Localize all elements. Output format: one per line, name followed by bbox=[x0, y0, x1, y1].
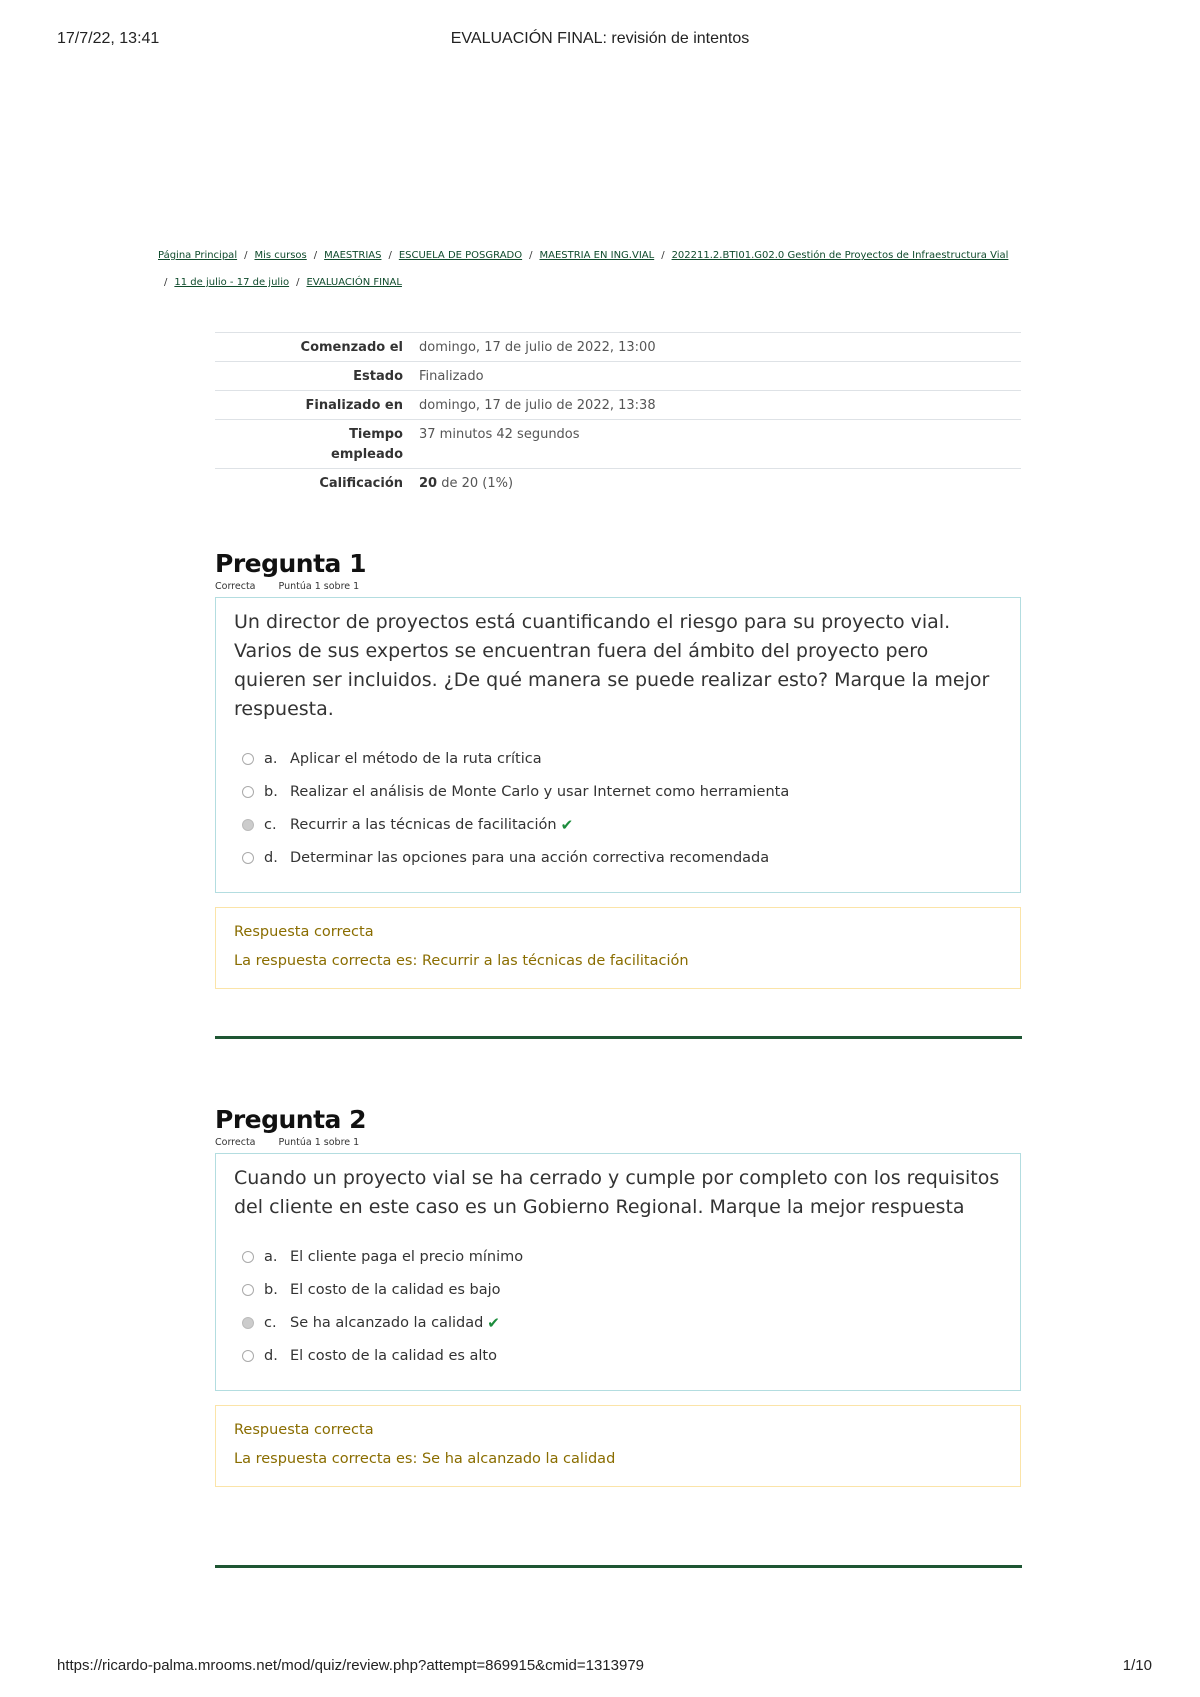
breadcrumb-separator: / bbox=[661, 250, 665, 261]
question-points: Puntúa 1 sobre 1 bbox=[278, 581, 360, 592]
feedback-text: La respuesta correcta es: Recurrir a las técnicas de facilitación bbox=[234, 953, 689, 969]
question-title: Pregunta 1 bbox=[215, 549, 367, 578]
option-text: Determinar las opciones para una acción correctiva recomendada bbox=[290, 849, 770, 866]
question-status: Correcta bbox=[215, 581, 256, 592]
summary-row-finished bbox=[215, 391, 1021, 420]
option-text: El cliente paga el precio mínimo bbox=[290, 1248, 524, 1265]
breadcrumb-maestria-ing-vial[interactable]: MAESTRIA EN ING.VIAL bbox=[539, 250, 655, 261]
summary-row-time bbox=[215, 420, 1021, 469]
grade-rest: de 20 (1%) bbox=[441, 476, 514, 491]
breadcrumb-home[interactable]: Página Principal bbox=[158, 250, 238, 261]
option-letter: b. bbox=[264, 1281, 278, 1298]
check-icon: ✔ bbox=[560, 815, 574, 834]
attempt-summary-table bbox=[215, 332, 1021, 497]
answer-option-a[interactable] bbox=[234, 1240, 1002, 1273]
question-title: Pregunta 2 bbox=[215, 1105, 367, 1134]
breadcrumb-separator: / bbox=[388, 250, 392, 261]
answer-option-d[interactable] bbox=[234, 1339, 1002, 1372]
summary-value: domingo, 17 de julio de 2022, 13:00 bbox=[411, 333, 1021, 362]
answer-option-d[interactable] bbox=[234, 841, 1002, 874]
summary-row-started bbox=[215, 333, 1021, 362]
print-datetime: 17/7/22, 13:41 bbox=[57, 30, 160, 47]
option-letter: d. bbox=[264, 849, 278, 866]
print-page-number: 1/10 bbox=[1122, 1657, 1152, 1674]
summary-label: Finalizado en bbox=[215, 391, 411, 420]
answer-option-b[interactable] bbox=[234, 775, 1002, 808]
question-status: Correcta bbox=[215, 1137, 256, 1148]
radio-button[interactable] bbox=[242, 852, 254, 864]
option-text: Realizar el análisis de Monte Carlo y usar Internet como herramienta bbox=[290, 783, 790, 800]
option-letter: a. bbox=[264, 750, 278, 767]
question-1 bbox=[215, 548, 1021, 989]
option-text: El costo de la calidad es alto bbox=[290, 1347, 497, 1364]
breadcrumb-course[interactable]: 202211.2.BTI01.G02.0 Gestión de Proyectos de Infraestructura Vial bbox=[671, 250, 1009, 261]
answer-option-b[interactable] bbox=[234, 1273, 1002, 1306]
feedback-text: La respuesta correcta es: Se ha alcanzado la calidad bbox=[234, 1451, 616, 1467]
breadcrumb-week[interactable]: 11 de julio - 17 de julio bbox=[174, 277, 290, 288]
question-points: Puntúa 1 sobre 1 bbox=[278, 1137, 360, 1148]
summary-label: Tiempo empleado bbox=[215, 420, 411, 469]
option-text: El costo de la calidad es bajo bbox=[290, 1281, 501, 1298]
feedback-box bbox=[215, 1405, 1021, 1487]
question-box bbox=[215, 597, 1021, 893]
question-2 bbox=[215, 1104, 1021, 1487]
option-letter: a. bbox=[264, 1248, 278, 1265]
question-text: Un director de proyectos está cuantificando el riesgo para su proyecto vial. Varios de sus expertos se encuentran fuera del ámbito del proyecto pero quieren ser incluidos. ¿De qué manera se puede realizar esto? Marque la mejor respuesta. bbox=[234, 611, 990, 720]
option-letter: c. bbox=[264, 1314, 277, 1331]
question-divider bbox=[215, 1565, 1022, 1568]
summary-row-grade bbox=[215, 469, 1021, 498]
question-text: Cuando un proyecto vial se ha cerrado y cumple por completo con los requisitos del cliente en este caso es un Gobierno Regional. Marque la mejor respuesta bbox=[234, 1167, 1000, 1218]
breadcrumb-escuela-posgrado[interactable]: ESCUELA DE POSGRADO bbox=[398, 250, 523, 261]
breadcrumb-separator: / bbox=[244, 250, 248, 261]
feedback-title: Respuesta correcta bbox=[234, 924, 374, 940]
summary-label: Estado bbox=[215, 362, 411, 391]
breadcrumb bbox=[158, 242, 1058, 296]
option-text: Aplicar el método de la ruta crítica bbox=[290, 750, 542, 767]
grade-score: 20 bbox=[419, 476, 438, 491]
summary-label: Calificación bbox=[215, 469, 411, 498]
summary-value: 37 minutos 42 segundos bbox=[411, 420, 1021, 469]
option-letter: b. bbox=[264, 783, 278, 800]
radio-button-selected[interactable] bbox=[242, 819, 254, 831]
radio-button[interactable] bbox=[242, 753, 254, 765]
breadcrumb-separator: / bbox=[296, 277, 300, 288]
question-meta bbox=[215, 1137, 1021, 1151]
breadcrumb-separator: / bbox=[313, 250, 318, 261]
radio-button[interactable] bbox=[242, 786, 254, 798]
summary-label: Comenzado el bbox=[215, 333, 411, 362]
radio-button[interactable] bbox=[242, 1284, 254, 1296]
breadcrumb-my-courses[interactable]: Mis cursos bbox=[254, 250, 307, 261]
question-divider bbox=[215, 1036, 1022, 1039]
breadcrumb-separator: / bbox=[529, 250, 533, 261]
radio-button-selected[interactable] bbox=[242, 1317, 254, 1329]
answer-options bbox=[234, 1240, 1002, 1372]
answer-option-c[interactable] bbox=[234, 808, 1002, 841]
answer-option-a[interactable] bbox=[234, 742, 1002, 775]
option-letter: c. bbox=[264, 816, 277, 833]
feedback-title: Respuesta correcta bbox=[234, 1422, 374, 1438]
answer-options bbox=[234, 742, 1002, 874]
print-url: https://ricardo-palma.mrooms.net/mod/quiz/review.php?attempt=869915&cmid=1313979 bbox=[57, 1657, 644, 1674]
print-title: EVALUACIÓN FINAL: revisión de intentos bbox=[450, 30, 750, 47]
question-box bbox=[215, 1153, 1021, 1391]
feedback-box bbox=[215, 907, 1021, 989]
question-meta bbox=[215, 581, 1021, 595]
radio-button[interactable] bbox=[242, 1350, 254, 1362]
breadcrumb-maestrias[interactable]: MAESTRIAS bbox=[324, 250, 382, 261]
option-text: Recurrir a las técnicas de facilitación bbox=[290, 816, 557, 833]
check-icon: ✔ bbox=[487, 1313, 500, 1332]
breadcrumb-separator: / bbox=[164, 277, 168, 288]
option-text: Se ha alcanzado la calidad bbox=[290, 1314, 484, 1331]
summary-value: domingo, 17 de julio de 2022, 13:38 bbox=[411, 391, 1021, 420]
summary-value bbox=[411, 469, 1021, 498]
answer-option-c[interactable] bbox=[234, 1306, 1002, 1339]
option-letter: d. bbox=[264, 1347, 278, 1364]
breadcrumb-quiz[interactable]: EVALUACIÓN FINAL bbox=[306, 277, 402, 288]
radio-button[interactable] bbox=[242, 1251, 254, 1263]
summary-row-state bbox=[215, 362, 1021, 391]
summary-value: Finalizado bbox=[411, 362, 1021, 391]
